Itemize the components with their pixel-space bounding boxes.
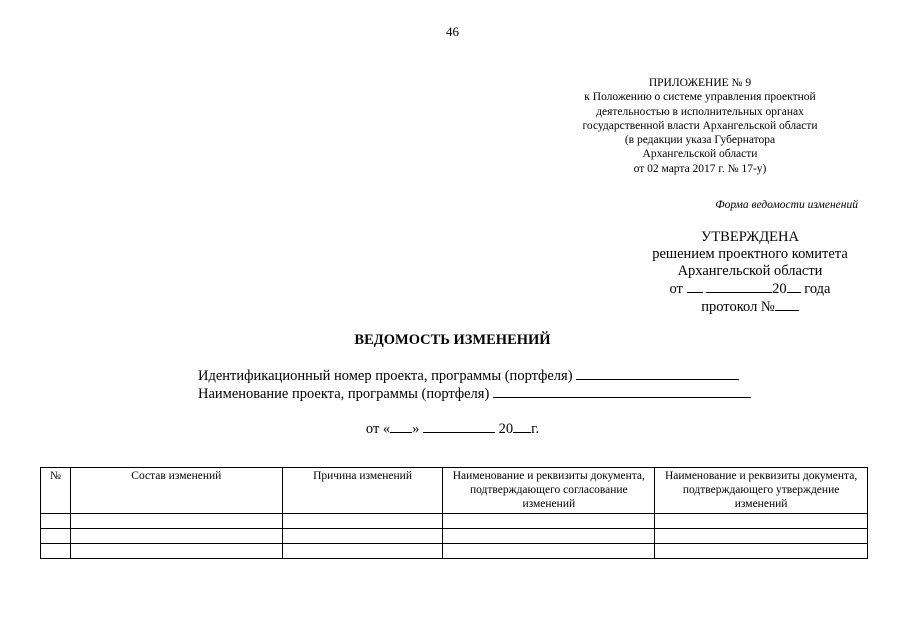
table-cell — [655, 544, 868, 559]
table-row — [41, 514, 868, 529]
header-changes: Состав изменений — [70, 468, 282, 514]
table-cell — [70, 544, 282, 559]
project-id-row — [198, 367, 751, 385]
table-cell — [282, 514, 443, 529]
appendix-line: к Положению о системе управления проектной — [584, 91, 816, 104]
project-name-line — [493, 385, 751, 398]
appendix-line: государственной власти Архангельской области — [582, 119, 818, 132]
appendix-block — [560, 76, 840, 176]
header-number: № — [41, 468, 71, 514]
approval-date-suffix: года — [804, 281, 831, 297]
approval-line: Архангельской области — [677, 263, 823, 279]
appendix-line: (в редакции указа Губернатора — [624, 134, 776, 147]
table-cell — [70, 529, 282, 544]
date-year: 20 — [498, 421, 514, 437]
header-agreement-doc: Наименование и реквизиты документа, подтверждающего согласование изменений — [443, 468, 655, 514]
table-cell — [443, 544, 655, 559]
table-cell — [41, 544, 71, 559]
table-cell — [41, 514, 71, 529]
approval-line: решением проектного комитета — [652, 246, 848, 262]
table-cell — [655, 529, 868, 544]
appendix-line: Архангельской области — [642, 148, 758, 161]
approval-protocol — [630, 298, 870, 316]
project-name-row — [198, 385, 751, 403]
approval-title: УТВЕРЖДЕНА — [701, 229, 799, 245]
date-suffix: г. — [531, 421, 540, 437]
protocol-blank — [775, 298, 799, 311]
table-cell — [41, 529, 71, 544]
approval-date-year: 20 — [772, 281, 787, 297]
table-header-row — [41, 468, 868, 514]
approval-date-prefix: от — [669, 281, 683, 297]
appendix-line: ПРИЛОЖЕНИЕ № 9 — [648, 77, 752, 89]
table-cell — [282, 544, 443, 559]
day-blank — [390, 420, 412, 433]
table-cell — [443, 514, 655, 529]
project-id-line — [576, 367, 739, 380]
year-blank — [513, 420, 531, 433]
table-cell — [443, 529, 655, 544]
page-number: 46 — [446, 24, 459, 39]
date-middle: » — [412, 421, 420, 437]
project-name-label: Наименование проекта, программы (портфеля) — [198, 386, 490, 402]
day-blank — [687, 280, 703, 293]
appendix-line: деятельностью в исполнительных органах — [596, 105, 804, 118]
year-blank — [787, 280, 801, 293]
project-id-label: Идентификационный номер проекта, программы (портфеля) — [198, 368, 573, 384]
protocol-label: протокол № — [701, 299, 775, 315]
month-blank — [706, 280, 772, 293]
approval-block — [630, 229, 870, 316]
document-title: ВЕДОМОСТЬ ИЗМЕНЕНИЙ — [354, 332, 551, 348]
header-reason: Причина изменений — [282, 468, 443, 514]
statement-date — [0, 420, 905, 438]
appendix-line: от 02 марта 2017 г. № 17-у) — [633, 162, 767, 175]
header-approval-doc: Наименование и реквизиты документа, подтверждающего утверждение изменений — [655, 468, 868, 514]
changes-table — [40, 467, 868, 559]
month-blank — [423, 420, 495, 433]
form-caption: Форма ведомости изменений — [715, 199, 858, 211]
project-fields — [198, 367, 751, 403]
approval-date — [630, 280, 870, 298]
table-cell — [70, 514, 282, 529]
table-cell — [282, 529, 443, 544]
date-prefix: от « — [365, 421, 391, 437]
table-row — [41, 529, 868, 544]
table-cell — [655, 514, 868, 529]
table-row — [41, 544, 868, 559]
